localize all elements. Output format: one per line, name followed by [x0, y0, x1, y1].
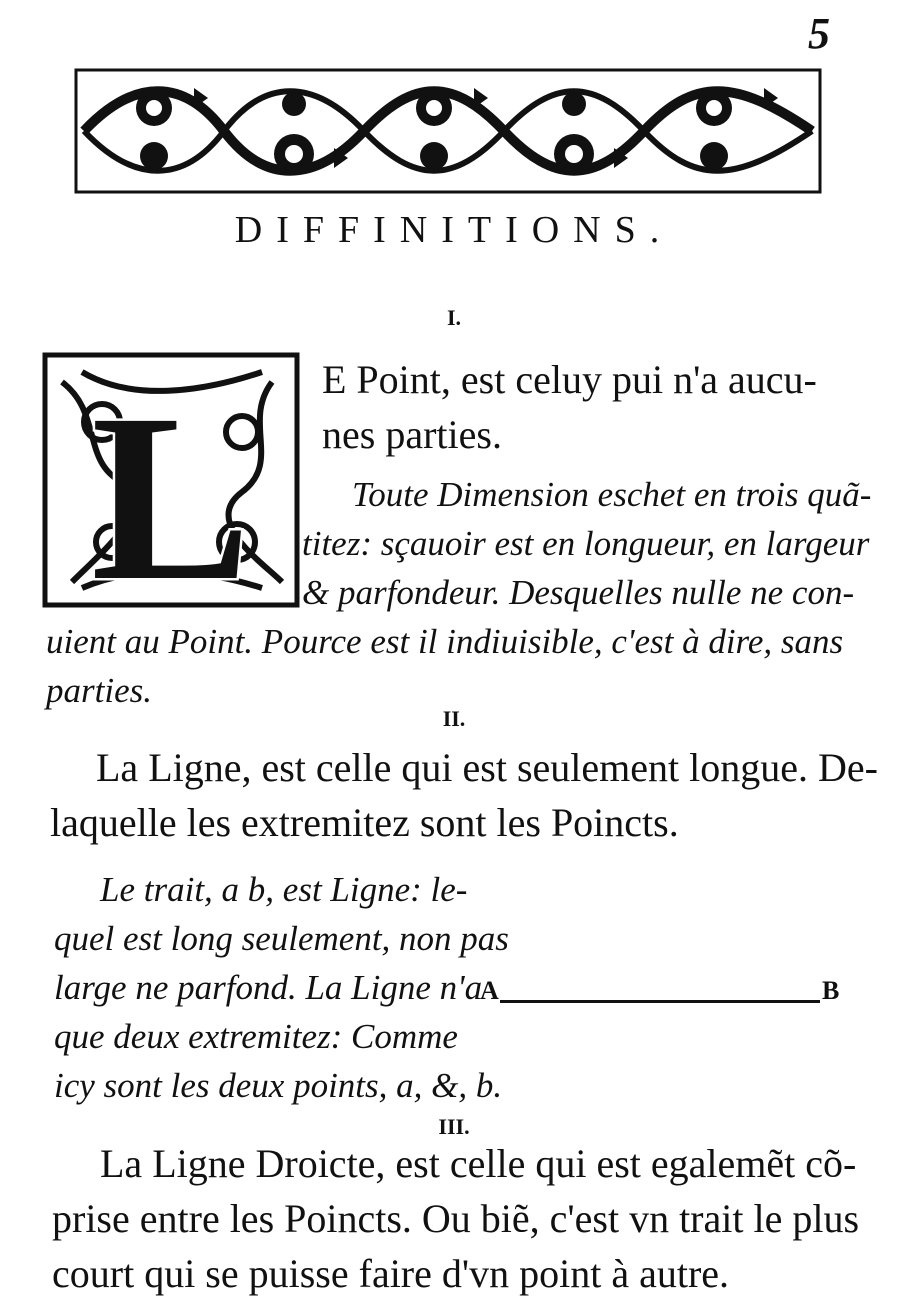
definition-text	[52, 1136, 859, 1301]
commentary-line: large ne parfond. La Ligne n'a	[54, 968, 483, 1007]
svg-text:L: L	[90, 364, 252, 608]
commentary-text	[54, 865, 509, 1110]
commentary-line: icy sont les deux points, a, &, b.	[54, 1066, 503, 1105]
point-a-label: A	[480, 976, 499, 1005]
definition-line: laquelle les extremitez sont les Poincts.	[50, 800, 679, 845]
commentary-line: & parfondeur. Desquelles nulle ne con-	[302, 573, 855, 612]
commentary-line: uient au Point. Pource est il indiuisible, c'est à dire, sans	[46, 622, 844, 661]
section-number: III.	[438, 1114, 470, 1139]
section-number: I.	[446, 305, 462, 330]
page-number: 5	[808, 9, 830, 58]
commentary-text	[46, 470, 872, 715]
line-figure	[476, 960, 856, 1030]
line-segment-ab	[500, 1000, 820, 1003]
definition-line: E Point, est celuy pui n'a aucu-	[322, 357, 817, 402]
commentary-line: que deux extremitez: Comme	[54, 1017, 458, 1056]
commentary-line: titez: sçauoir est en longueur, en largeur	[302, 524, 870, 563]
definition-text	[50, 740, 878, 850]
ornamental-headpiece	[74, 68, 822, 194]
commentary-line: Le trait, a b, est Ligne: le-	[100, 870, 468, 909]
definition-line: La Ligne Droicte, est celle qui est egalemẽt cõ-	[100, 1141, 857, 1186]
definition-line: La Ligne, est celle qui est seulement longue. De-	[96, 745, 878, 790]
page-title: DIFFINITIONS.	[234, 209, 674, 251]
definition-line: court qui se puisse faire d'vn point à autre.	[52, 1251, 730, 1296]
definition-text	[322, 352, 817, 462]
definition-line: prise entre les Poincts. Ou biẽ, c'est vn trait le plus	[52, 1196, 860, 1241]
commentary-line: quel est long seulement, non pas	[54, 919, 509, 958]
section-number: II.	[442, 706, 466, 731]
commentary-line: Toute Dimension eschet en trois quã-	[352, 475, 872, 514]
commentary-line: parties.	[46, 671, 152, 710]
point-b-label: B	[822, 976, 840, 1005]
definition-line: nes parties.	[322, 412, 502, 457]
